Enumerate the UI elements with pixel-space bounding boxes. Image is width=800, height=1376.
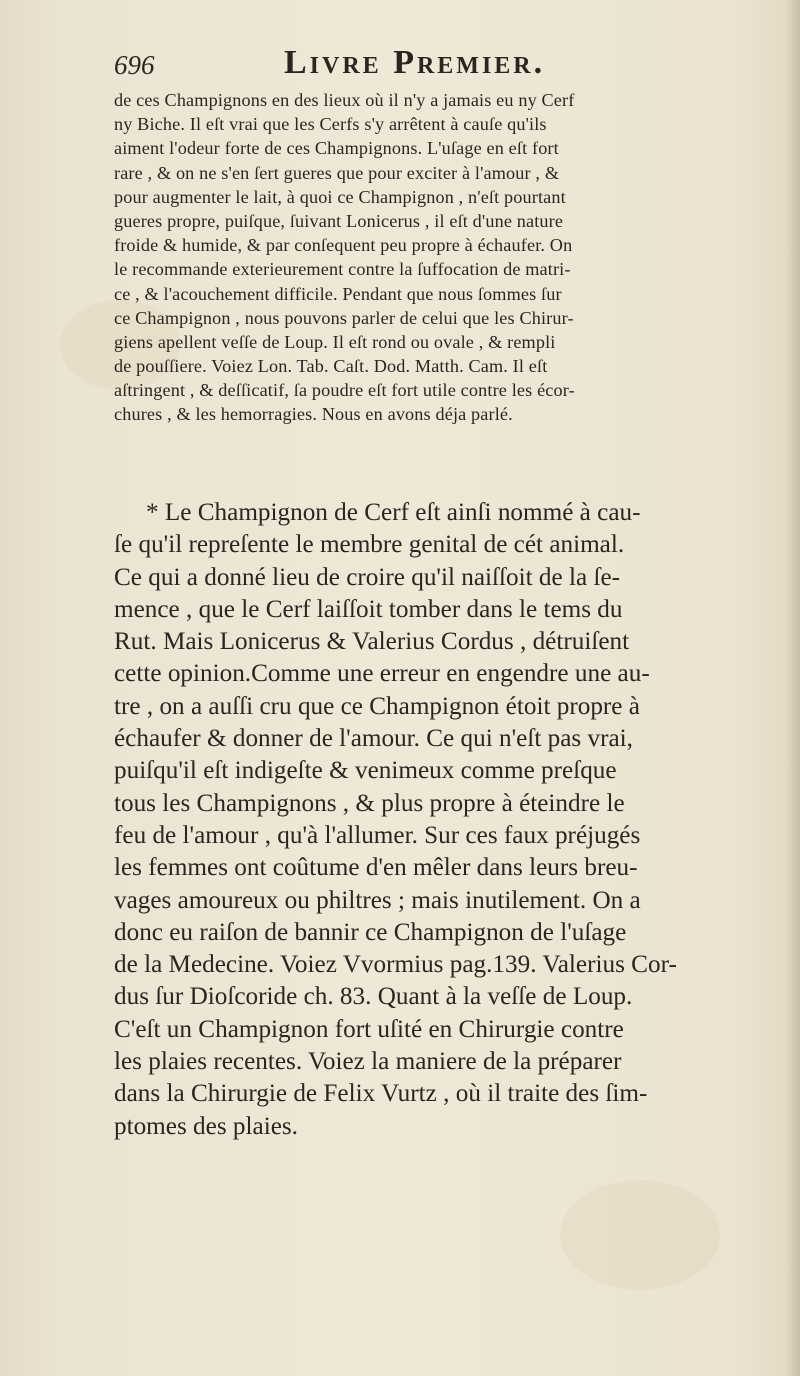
paper-stain [560, 1180, 720, 1290]
text-line: tre , on a auſſi cru que ce Champignon étoit propre à [114, 692, 640, 720]
text-line: de ces Champignons en des lieux où il n'y a jamais eu ny Cerf [114, 90, 575, 110]
text-line: mence , que le Cerf laiſſoit tomber dans le tems du [114, 595, 623, 623]
body-text-small [114, 88, 764, 427]
text-line: feu de l'amour , qu'à l'allumer. Sur ces faux préjugés [114, 821, 641, 849]
text-line: giens apellent veſſe de Loup. Il eſt rond ou ovale , & rempli [114, 331, 556, 352]
page-header [114, 44, 634, 88]
running-head: Livre Premier. [284, 44, 546, 81]
text-line: donc eu raiſon de bannir ce Champignon de l'uſage [114, 918, 627, 946]
text-line: aſtringent , & deſſicatif, ſa poudre eſt fort utile contre les écor- [114, 380, 575, 401]
page-number: 696 [114, 50, 155, 80]
text-line: pour augmenter le lait, à quoi ce Champignon , n'eſt pourtant [114, 186, 566, 207]
text-line: C'eſt un Champignon fort uſité en Chirurgie contre [114, 1015, 624, 1043]
text-line: Ce qui a donné lieu de croire qu'il naiſſoit de la ſe- [114, 563, 621, 591]
text-line: froide & humide, & par conſequent peu propre à échaufer. On [114, 235, 573, 256]
text-line: ptomes des plaies. [114, 1112, 298, 1140]
text-line: gueres propre, puiſque, ſuivant Lonicerus , il eſt d'une nature [114, 210, 564, 231]
text-line: puiſqu'il eſt indigeſte & venimeux comme preſque [114, 757, 617, 785]
text-line: vages amoureux ou philtres ; mais inutilement. On a [114, 886, 641, 914]
text-line: chures , & les hemorragies. Nous en avons déja parlé. [114, 404, 513, 425]
text-line: ny Biche. Il eſt vrai que les Cerfs s'y arrêtent à cauſe qu'ils [114, 114, 547, 135]
text-line: de pouſſiere. Voiez Lon. Tab. Caſt. Dod. Matth. Cam. Il eſt [114, 356, 548, 377]
text-line: aiment l'odeur forte de ces Champignons. L'uſage en eſt fort [114, 138, 559, 159]
text-line: rare , & on ne s'en ſert gueres que pour exciter à l'amour , & [114, 162, 560, 183]
text-line: échaufer & donner de l'amour. Ce qui n'eſt pas vrai, [114, 725, 633, 753]
body-text-note [114, 497, 764, 1143]
text-line: tous les Champignons , & plus propre à éteindre le [114, 789, 625, 817]
text-line: ce , & l'acouchement difficile. Pendant que nous ſommes ſur [114, 283, 562, 304]
text-line: les plaies recentes. Voiez la maniere de la préparer [114, 1048, 622, 1076]
text-line: de la Medecine. Voiez Vvormius pag.139. Valerius Cor- [114, 951, 677, 979]
text-line: le recommande exterieurement contre la ſuffocation de matri- [114, 259, 571, 280]
text-line: dans la Chirurgie de Felix Vurtz , où il traite des ſim- [114, 1080, 648, 1108]
text-line: ce Champignon , nous pouvons parler de celui que les Chirur- [114, 307, 574, 328]
text-line: Rut. Mais Lonicerus & Valerius Cordus , détruiſent [114, 628, 630, 656]
text-line: les femmes ont coûtume d'en mêler dans leurs breu- [114, 854, 638, 882]
text-line: ſe qu'il repreſente le membre genital de cét animal. [114, 531, 625, 559]
text-line: cette opinion.Comme une erreur en engendre une au- [114, 660, 650, 688]
text-line: * Le Champignon de Cerf eſt ainſi nommé à cau- [146, 499, 641, 526]
text-line: dus ſur Dioſcoride ch. 83. Quant à la veſſe de Loup. [114, 983, 633, 1011]
